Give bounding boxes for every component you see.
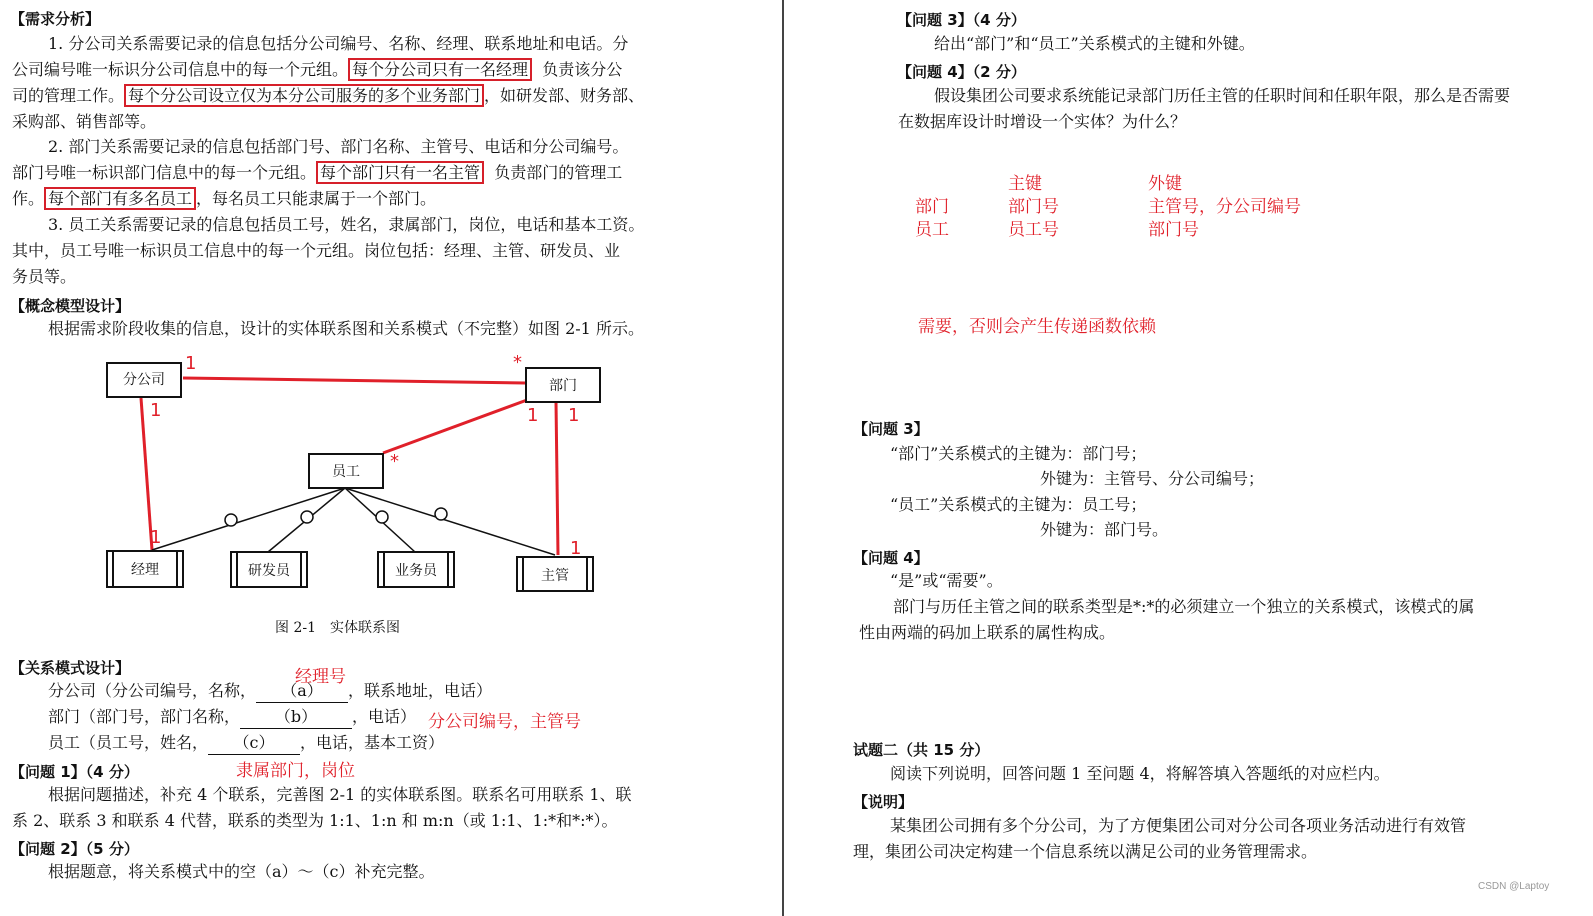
para1-line3 <box>12 85 644 107</box>
line-emp-supervisor <box>345 488 555 555</box>
text-span: 作。 <box>12 189 45 208</box>
answer4-line3: 性由两端的码加上联系的属性构成。 <box>859 623 1116 642</box>
figure-caption: 图 2-1 实体联系图 <box>275 620 400 636</box>
q2-heading: 【问题 2】（5 分） <box>10 840 139 858</box>
entity-dept: 部门 <box>525 367 601 403</box>
entity-sales: 业务员 <box>377 551 455 588</box>
q1-heading: 【问题 1】（4 分） <box>10 763 139 781</box>
q3-text: 给出“部门”和“员工”关系模式的主键和外键。 <box>934 34 1255 53</box>
answer3-line3: “员工”关系模式的主键为：员工号； <box>890 495 1147 514</box>
blank-a: （a） <box>256 680 348 703</box>
para1-line1: 1. 分公司关系需要记录的信息包括分公司编号、名称、经理、联系地址和电话。分 <box>48 34 629 53</box>
text-span: 员工（员工号，姓名， <box>48 733 209 752</box>
answer3-line1: “部门”关系模式的主键为：部门号； <box>890 444 1147 463</box>
concept-heading: 【概念模型设计】 <box>10 297 131 315</box>
para1-line2 <box>12 59 622 81</box>
para3-line1: 3. 员工关系需要记录的信息包括员工号，姓名，隶属部门，岗位，电话和基本工资。 <box>48 215 645 234</box>
answer-b: 分公司编号，主管号 <box>428 712 581 732</box>
table-header-fk: 外键 <box>1148 174 1182 194</box>
line-emp-manager <box>152 488 345 550</box>
para3-line2: 其中，员工号唯一标识员工信息中的每一个元组。岗位包括：经理、主管、研发员、业 <box>12 241 621 260</box>
para3-line3: 务员等。 <box>12 267 77 286</box>
subtype-circle <box>376 511 388 523</box>
q4-line1: 假设集团公司要求系统能记录部门历任主管的任职时间和任职年限，那么是否需要 <box>934 86 1511 105</box>
answer3-heading: 【问题 3】 <box>853 420 929 438</box>
q2-text: 根据题意，将关系模式中的空（a）～（c）补充完整。 <box>48 862 435 881</box>
cardinality-label: 1 <box>570 538 582 559</box>
cardinality-label: * <box>513 352 522 373</box>
subtype-circle <box>301 511 313 523</box>
description-line1: 某集团公司拥有多个分公司，为了方便集团公司对分公司各项业务活动进行有效管 <box>890 816 1467 835</box>
entity-manager: 经理 <box>106 550 184 588</box>
concept-text: 根据需求阶段收集的信息，设计的实体联系图和关系模式（不完整）如图 2-1 所示。 <box>48 319 644 338</box>
table-row-dept-name: 部门 <box>915 197 949 217</box>
para2-line1: 2. 部门关系需要记录的信息包括部门号、部门名称、主管号、电话和分公司编号。 <box>48 137 629 156</box>
requirement-heading: 【需求分析】 <box>10 10 101 28</box>
table-row-emp-fk: 部门号 <box>1148 220 1199 240</box>
cardinality-label: 1 <box>568 405 580 426</box>
q1-line1: 根据问题描述，补充 4 个联系，完善图 2-1 的实体联系图。联系名可用联系 1、联 <box>48 785 632 804</box>
subtype-circle <box>225 514 237 526</box>
relation-emp <box>48 732 444 755</box>
page-divider <box>782 0 784 916</box>
text-span: ，如研发部、财务部、 <box>484 86 645 105</box>
answer4-line2: 部门与历任主管之间的联系类型是*:*的必须建立一个独立的关系模式，该模式的属 <box>893 597 1475 616</box>
answer4-heading: 【问题 4】 <box>853 549 929 567</box>
cardinality-label: 1 <box>527 405 539 426</box>
answer4-line1: “是”或“需要”。 <box>890 571 1003 590</box>
subtype-circle <box>435 508 447 520</box>
text-span: 部门（部门号，部门名称， <box>48 707 241 726</box>
relation-heading: 【关系模式设计】 <box>10 659 131 677</box>
entity-employee: 员工 <box>308 453 384 489</box>
table-row-dept-pk: 部门号 <box>1008 197 1059 217</box>
description-line2: 理，集团公司决定构建一个信息系统以满足公司的业务管理需求。 <box>853 842 1318 861</box>
entity-rd: 研发员 <box>230 551 308 588</box>
highlight-box: 每个部门只有一名主管 <box>316 161 484 184</box>
para2-line2 <box>12 162 622 184</box>
q4-line2: 在数据库设计时增设一个实体？为什么？ <box>898 112 1187 131</box>
highlight-box: 每个部门有多名员工 <box>44 187 196 210</box>
answer-a: 经理号 <box>295 667 346 687</box>
test2-text: 阅读下列说明，回答问题 1 至问题 4，将解答填入答题纸的对应栏内。 <box>890 764 1390 783</box>
text-span: ，每名员工只能隶属于一个部门。 <box>196 189 437 208</box>
table-row-dept-fk: 主管号，分公司编号 <box>1148 197 1301 217</box>
q4-answer: 需要，否则会产生传递函数依赖 <box>918 317 1156 337</box>
table-row-emp-name: 员工 <box>915 220 949 240</box>
test2-heading: 试题二（共 15 分） <box>853 741 990 759</box>
watermark: CSDN @Laptoy <box>1478 881 1550 892</box>
cardinality-label: 1 <box>150 527 162 548</box>
blank-c: （c） <box>208 732 300 755</box>
table-header-pk: 主键 <box>1008 174 1042 194</box>
answer3-line4: 外键为：部门号。 <box>1040 520 1169 539</box>
text-span: 负责部门的管理工 <box>494 163 623 182</box>
line-dept-supervisor <box>556 402 558 555</box>
entity-branch: 分公司 <box>106 362 182 398</box>
para1-line4: 采购部、销售部等。 <box>12 112 157 131</box>
relation-branch <box>48 680 492 703</box>
line-branch-dept <box>183 378 525 383</box>
highlight-box: 每个分公司设立仅为本分公司服务的多个业务部门 <box>124 84 484 107</box>
cardinality-label: * <box>390 451 399 472</box>
text-span: ，电话） <box>352 707 417 726</box>
cardinality-label: 1 <box>185 353 197 374</box>
cardinality-label: 1 <box>150 400 162 421</box>
answer-c: 隶属部门，岗位 <box>236 761 355 781</box>
text-span: 公司编号唯一标识分公司信息中的每一个元组。 <box>12 60 349 79</box>
relation-dept <box>48 706 416 729</box>
text-span: ，联系地址，电话） <box>348 681 493 700</box>
entity-supervisor: 主管 <box>516 556 594 592</box>
table-row-emp-pk: 员工号 <box>1008 220 1059 240</box>
text-span: 部门号唯一标识部门信息中的每一个元组。 <box>12 163 317 182</box>
q4-heading: 【问题 4】（2 分） <box>897 63 1026 81</box>
para2-line3 <box>12 188 436 210</box>
text-span: ，电话，基本工资） <box>300 733 445 752</box>
text-span: 负责该分公 <box>542 60 623 79</box>
line-dept-emp <box>383 400 527 453</box>
q1-line2: 系 2、联系 3 和联系 4 代替，联系的类型为 1:1、1:n 和 m:n（或 1:1、1:*和*:*）。 <box>12 811 618 830</box>
highlight-box: 每个分公司只有一名经理 <box>348 58 532 81</box>
blank-b: （b） <box>240 706 352 729</box>
text-span: 分公司（分公司编号，名称， <box>48 681 257 700</box>
text-span: 司的管理工作。 <box>12 86 125 105</box>
description-heading: 【说明】 <box>853 793 914 811</box>
q3-heading: 【问题 3】（4 分） <box>897 11 1026 29</box>
answer3-line2: 外键为：主管号、分公司编号； <box>1040 469 1265 488</box>
